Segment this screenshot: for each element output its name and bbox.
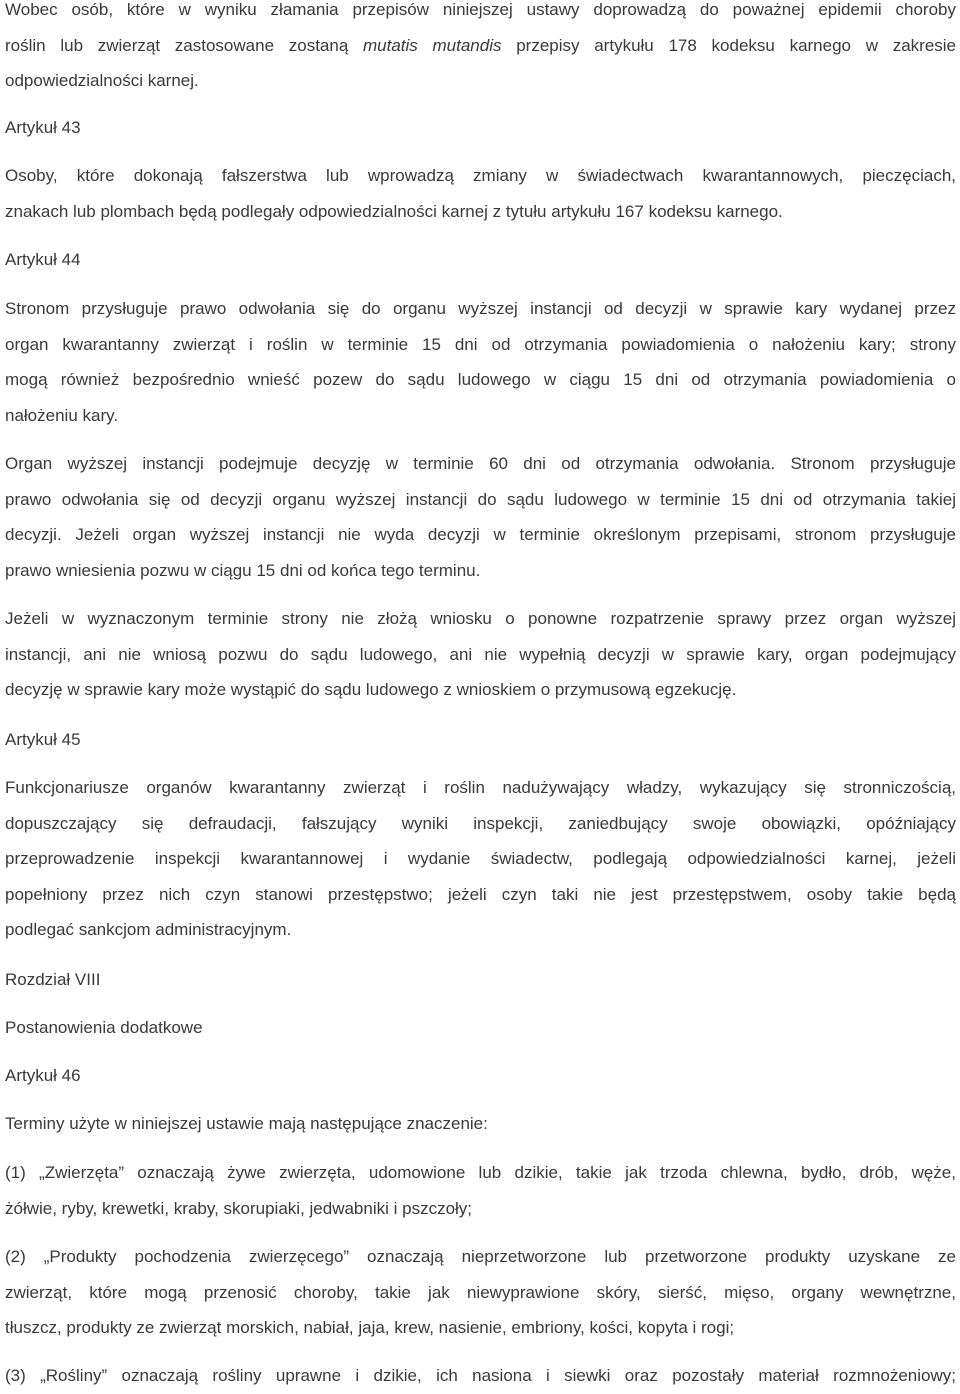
text-line: popełniony przez nich czyn stanowi przestępstwo; jeżeli czyn taki nie jest przestępstwem, osoby takie będą	[5, 884, 956, 904]
latin-phrase: mutatis mutandis	[363, 35, 502, 55]
text-line: (2) „Produkty pochodzenia zwierzęcego” oznaczają nieprzetworzone lub przetworzone produkty uzyskane ze	[5, 1247, 956, 1266]
definition-1	[5, 1155, 956, 1226]
text-segment: roślin lub zwierząt zastosowane zostaną	[5, 35, 363, 55]
chapter-title: Postanowienia dodatkowe	[5, 1018, 203, 1037]
text-line: Terminy użyte w niniejszej ustawie mają następujące znaczenie:	[5, 1114, 488, 1133]
chapter-heading: Rozdział VIII	[5, 970, 101, 989]
paragraph-art45	[5, 770, 956, 948]
text-line: mogą również bezpośrednio wnieść pozew do sądu ludowego w ciągu 15 dni od otrzymania powiadomienia o	[5, 370, 956, 389]
text-line: instancji, ani nie wniosą pozwu do sądu ludowego, ani nie wypełnią decyzji w sprawie kary, organ podejmujący	[5, 644, 956, 664]
article-heading-46: Artykuł 46	[5, 1066, 81, 1085]
paragraph-art42-continuation	[5, 0, 956, 99]
text-line: Osoby, które dokonają fałszerstwa lub wprowadzą zmiany w świadectwach kwarantannowych, pieczęciach,	[5, 166, 956, 185]
article-heading-45: Artykuł 45	[5, 730, 81, 749]
text-line: przeprowadzenie inspekcji kwarantannowej i wydanie świadectw, podlegają odpowiedzialności karnej, jeżeli	[5, 849, 956, 868]
text-line: odpowiedzialności karnej.	[5, 71, 199, 90]
text-line: prawo wniesienia pozwu w ciągu 15 dni od końca tego terminu.	[5, 560, 481, 580]
paragraph-art44-2	[5, 446, 956, 588]
text-line: organ kwarantanny zwierząt i roślin w terminie 15 dni od otrzymania powiadomienia o nałożeniu kary; strony	[5, 334, 956, 354]
text-segment: przepisy artykułu 178 kodeksu karnego w zakresie	[501, 35, 957, 55]
text-line: Jeżeli w wyznaczonym terminie strony nie złożą wniosku o ponowne rozpatrzenie sprawy przez organ wyższej	[5, 609, 956, 628]
text-line: dopuszczający się defraudacji, fałszujący wyniki inspekcji, zaniedbujący swoje obowiązki, opóźniający	[5, 813, 956, 833]
text-line: nałożeniu kary.	[5, 405, 119, 425]
text-line: prawo odwołania się od decyzji organu wyższej instancji do sądu ludowego w terminie 15 dni od otrzymania takiej	[5, 489, 956, 509]
article-heading-44: Artykuł 44	[5, 250, 81, 269]
paragraph-art44-1	[5, 291, 956, 433]
text-line: decyzji. Jeżeli organ wyższej instancji nie wyda decyzji w terminie określonym przepisami, stronom przysługuje	[5, 525, 956, 544]
paragraph-art44-3	[5, 601, 956, 708]
text-line: (3) „Rośliny” oznaczają rośliny uprawne i dzikie, ich nasiona i siewki oraz pozostały materiał rozmnożeniowy;	[5, 1366, 956, 1385]
definition-3	[5, 1358, 956, 1394]
paragraph-art46-intro	[5, 1106, 956, 1142]
text-line: podlegać sankcjom administracyjnym.	[5, 920, 292, 939]
text-line: żółwie, ryby, krewetki, kraby, skorupiaki, jedwabniki i pszczoły;	[5, 1198, 473, 1218]
text-line: Funkcjonariusze organów kwarantanny zwierząt i roślin nadużywający władzy, wykazujący się stronniczością,	[5, 778, 956, 797]
text-line: (1) „Zwierzęta” oznaczają żywe zwierzęta, udomowione lub dzikie, takie jak trzoda chlewna, bydło, drób, węże,	[5, 1163, 956, 1182]
text-line: decyzję w sprawie kary może wystąpić do sądu ludowego z wnioskiem o przymusową egzekucję.	[5, 680, 737, 699]
paragraph-art43	[5, 158, 956, 229]
text-line: Wobec osób, które w wyniku złamania przepisów niniejszej ustawy doprowadzą do poważnej epidemii choroby	[5, 0, 956, 19]
text-line: tłuszcz, produkty ze zwierząt morskich, nabiał, jaja, krew, nasienie, embriony, kości, kopyta i rogi;	[5, 1318, 735, 1337]
text-line: zwierząt, które mogą przenosić choroby, takie jak niewyprawione skóry, sierść, mięso, organy wewnętrzne,	[5, 1282, 956, 1302]
definition-2	[5, 1239, 956, 1346]
text-line: Stronom przysługuje prawo odwołania się do organu wyższej instancji od decyzji w sprawie kary wydanej przez	[5, 299, 956, 318]
article-heading-43: Artykuł 43	[5, 118, 81, 137]
text-line: znakach lub plombach będą podlegały odpowiedzialności karnej z tytułu artykułu 167 kodeksu karnego.	[5, 201, 783, 221]
text-line: Organ wyższej instancji podejmuje decyzję w terminie 60 dni od otrzymania odwołania. Stronom przysługuje	[5, 454, 956, 473]
text-line	[5, 28, 956, 64]
